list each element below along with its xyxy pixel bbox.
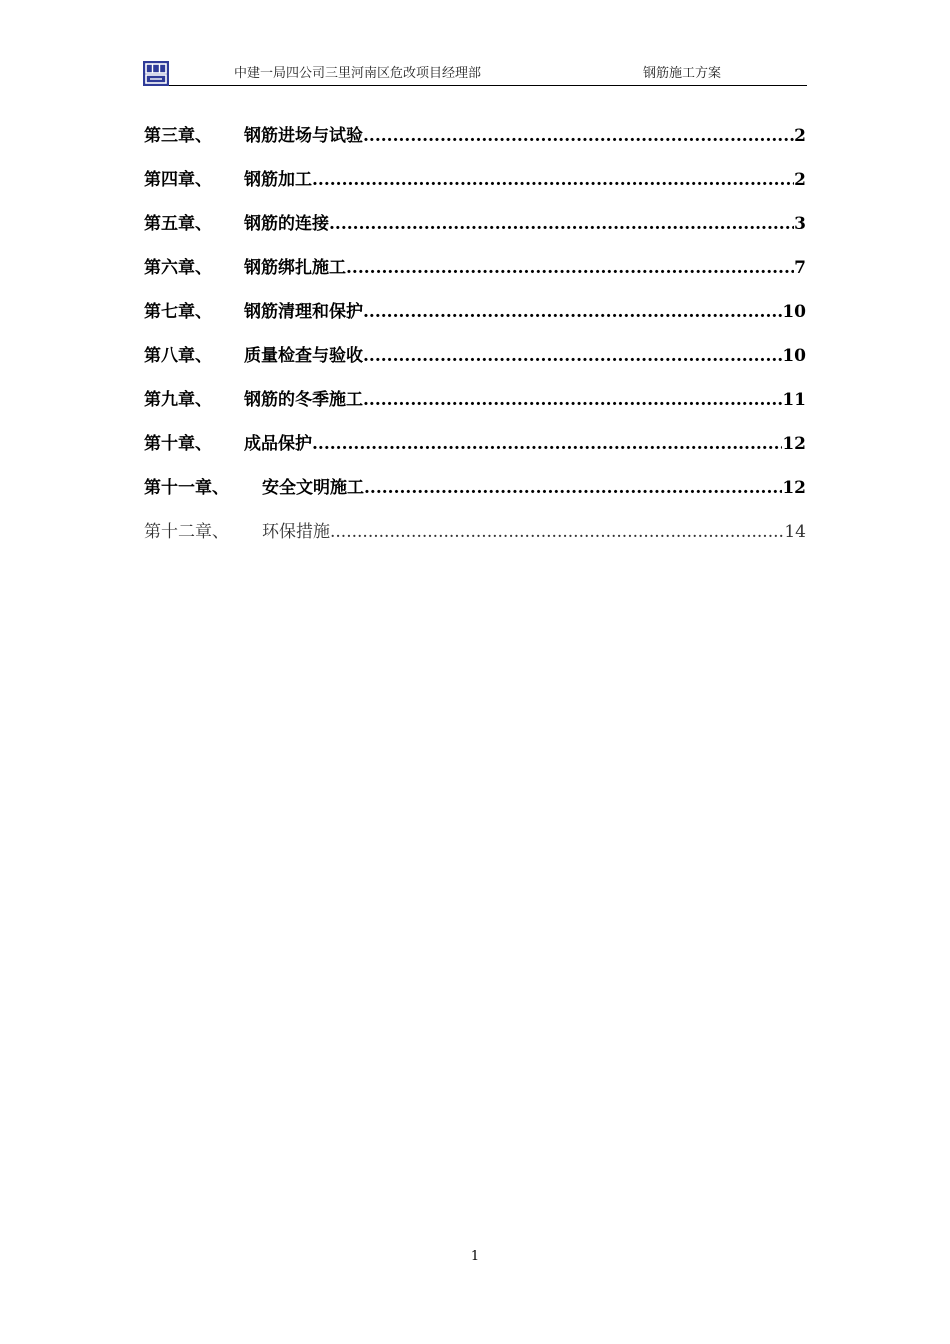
toc-chapter-label: 第六章、 [144,258,212,278]
toc-title: 钢筋的冬季施工 [244,390,363,410]
toc-chapter-label: 第四章、 [144,170,212,190]
toc-leader-dots [312,432,782,456]
toc-leader-dots [330,520,784,544]
toc-page-number: 14 [784,522,806,542]
toc-title: 安全文明施工 [262,478,364,498]
toc-entry-chapter-12[interactable] [144,520,806,564]
toc-chapter-label: 第十二章、 [144,522,229,542]
toc-chapter-label: 第十章、 [144,434,212,454]
table-of-contents [144,124,806,564]
toc-leader-dots [363,344,782,368]
page-header [143,60,807,86]
toc-chapter-label: 第九章、 [144,390,212,410]
toc-entry-chapter-5[interactable] [144,212,806,256]
toc-entry-chapter-7[interactable] [144,300,806,344]
toc-title: 质量检查与验收 [244,346,363,366]
toc-title: 钢筋绑扎施工 [244,258,346,278]
toc-leader-dots [363,300,782,324]
toc-page-number: 2 [794,170,806,190]
toc-leader-dots [363,388,782,412]
toc-title: 钢筋的连接 [244,214,329,234]
toc-page-number: 10 [782,346,806,366]
toc-page-number: 12 [782,434,806,454]
toc-entry-chapter-6[interactable] [144,256,806,300]
toc-page-number: 2 [794,126,806,146]
toc-title: 环保措施 [262,522,330,542]
cscec-logo-icon [143,61,169,86]
toc-leader-dots [363,124,794,148]
toc-chapter-label: 第七章、 [144,302,212,322]
header-company-name: 中建一局四公司三里河南区危改项目经理部 [234,66,482,81]
toc-entry-chapter-9[interactable] [144,388,806,432]
toc-chapter-label: 第八章、 [144,346,212,366]
toc-page-number: 10 [782,302,806,322]
toc-page-number: 7 [794,258,806,278]
toc-entry-chapter-8[interactable] [144,344,806,388]
toc-title: 钢筋进场与试验 [244,126,363,146]
toc-leader-dots [329,212,794,236]
toc-entry-chapter-11[interactable] [144,476,806,520]
toc-entry-chapter-4[interactable] [144,168,806,212]
footer-page-number: 1 [470,1249,480,1264]
toc-title: 钢筋清理和保护 [244,302,363,322]
toc-title: 成品保护 [244,434,312,454]
toc-page-number: 12 [782,478,806,498]
toc-page-number: 3 [794,214,806,234]
toc-leader-dots [312,168,794,192]
toc-page-number: 11 [782,390,806,410]
header-document-title: 钢筋施工方案 [643,66,722,81]
toc-leader-dots [364,476,782,500]
company-logo [143,61,169,86]
toc-entry-chapter-10[interactable] [144,432,806,476]
toc-chapter-label: 第十一章、 [144,478,229,498]
toc-chapter-label: 第三章、 [144,126,212,146]
toc-chapter-label: 第五章、 [144,214,212,234]
toc-entry-chapter-3[interactable] [144,124,806,168]
toc-leader-dots [346,256,794,280]
toc-title: 钢筋加工 [244,170,312,190]
